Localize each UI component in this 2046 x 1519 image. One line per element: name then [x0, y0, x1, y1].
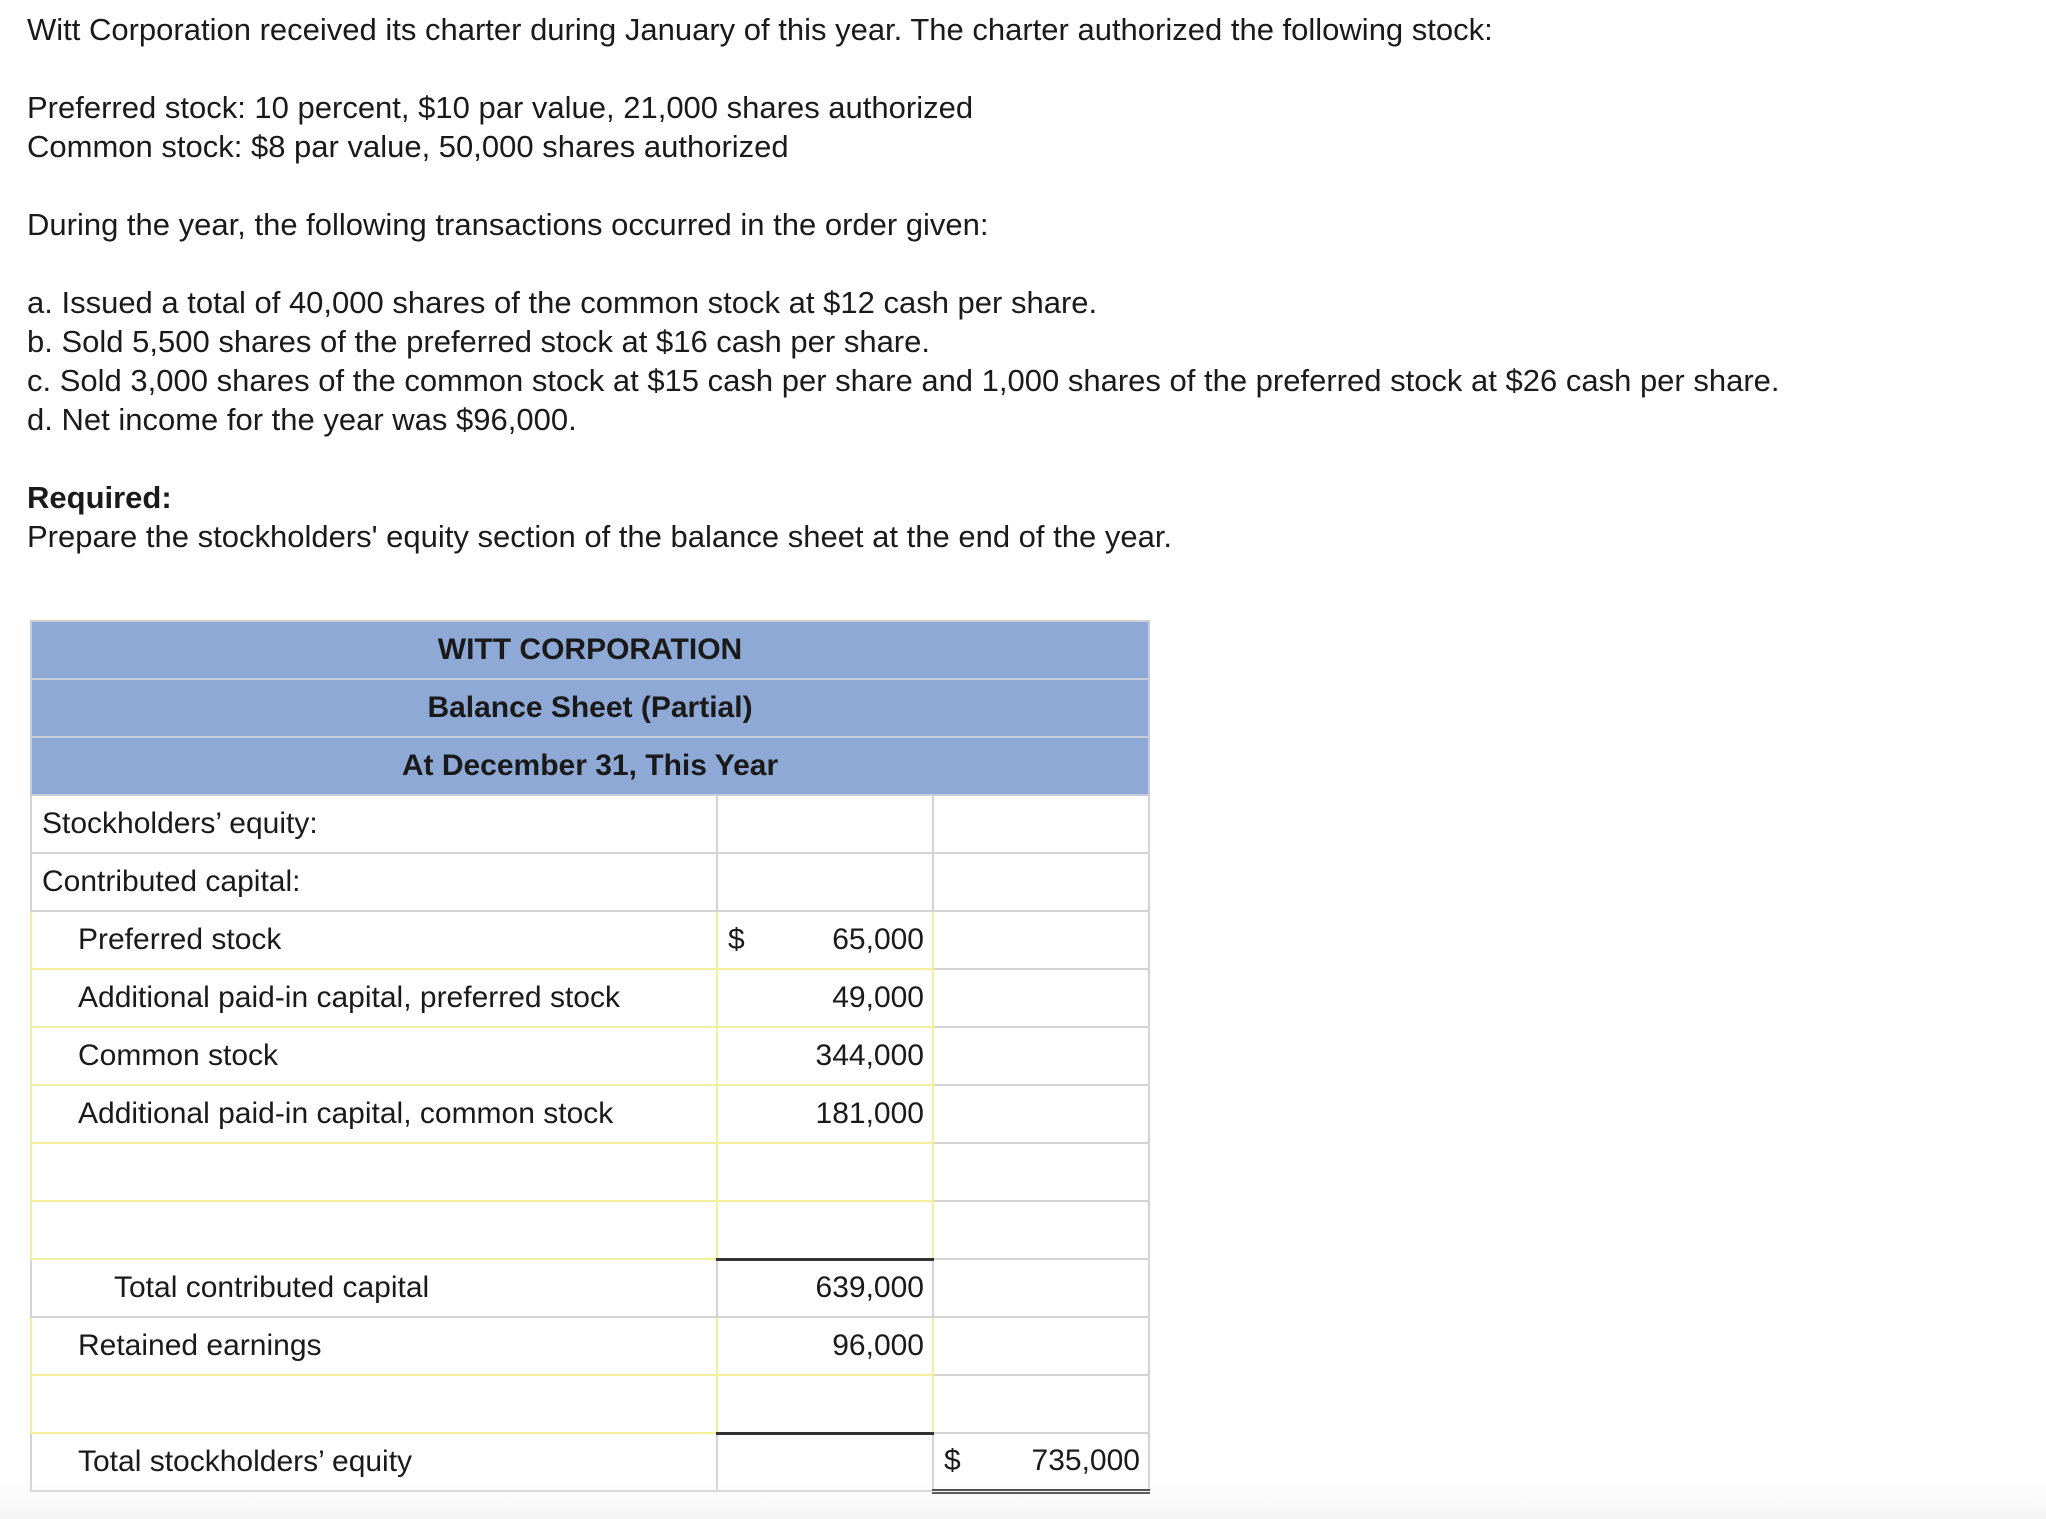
amount-input[interactable] — [717, 911, 933, 969]
during-text: During the year, the following transactions occurred in the order given: — [27, 207, 989, 242]
table-row — [31, 1143, 1149, 1201]
amount-value: 65,000 — [832, 923, 924, 956]
table-row — [31, 1201, 1149, 1259]
empty-cell — [933, 1259, 1149, 1317]
amount-value: 49,000 — [832, 981, 924, 1014]
empty-cell — [933, 795, 1149, 853]
empty-cell — [933, 1027, 1149, 1085]
table-row — [31, 1085, 1149, 1143]
empty-cell — [933, 1375, 1149, 1433]
balance-sheet-table — [30, 620, 1150, 1494]
amount-input[interactable] — [717, 1143, 933, 1201]
row-label-input[interactable]: Common stock — [31, 1027, 717, 1085]
row-label-input[interactable] — [31, 1201, 717, 1259]
transaction-d: d. Net income for the year was $96,000. — [27, 402, 577, 437]
preferred-stock-text: Preferred stock: 10 percent, $10 par value, 21,000 shares authorized — [27, 90, 974, 125]
row-label-input[interactable] — [31, 1375, 717, 1433]
table-row — [31, 1375, 1149, 1433]
amount-value: 639,000 — [815, 1271, 924, 1305]
amount-value: 181,000 — [815, 1097, 924, 1130]
table-row — [31, 1259, 1149, 1317]
empty-cell — [933, 1085, 1149, 1143]
header-row-company — [31, 621, 1149, 679]
table-row — [31, 911, 1149, 969]
empty-cell — [933, 853, 1149, 911]
amount-input[interactable] — [717, 1085, 933, 1143]
amount-input[interactable] — [717, 1201, 933, 1259]
empty-cell — [717, 795, 933, 853]
header-row-date — [31, 737, 1149, 795]
amount-value: 735,000 — [1031, 1444, 1140, 1478]
amount-value: 344,000 — [815, 1039, 924, 1072]
row-label-input[interactable] — [31, 1143, 717, 1201]
row-label-input[interactable]: Additional paid-in capital, common stock — [31, 1085, 717, 1143]
row-label-input[interactable]: Additional paid-in capital, preferred stock — [31, 969, 717, 1027]
section-label: Stockholders’ equity: — [31, 795, 717, 853]
dollar-sign: $ — [944, 1444, 961, 1478]
row-label-input[interactable]: Preferred stock — [31, 911, 717, 969]
retained-earnings-label[interactable]: Retained earnings — [31, 1317, 717, 1375]
subsection-label: Contributed capital: — [31, 853, 717, 911]
transaction-c: c. Sold 3,000 shares of the common stock at $15 cash per share and 1,000 shares of the preferred stock at $26 cash per share. — [27, 363, 1780, 398]
table-row — [31, 795, 1149, 853]
empty-cell — [717, 1433, 933, 1491]
table-row — [31, 1433, 1149, 1491]
amount-input[interactable] — [717, 1375, 933, 1433]
statement-title: Balance Sheet (Partial) — [31, 679, 1149, 737]
empty-cell — [717, 853, 933, 911]
total-equity-label: Total stockholders’ equity — [31, 1433, 717, 1491]
amount-input[interactable] — [717, 1027, 933, 1085]
total-equity-amount — [933, 1433, 1149, 1491]
total-contributed-label: Total contributed capital — [31, 1259, 717, 1317]
required-heading: Required: — [27, 480, 172, 515]
transaction-b: b. Sold 5,500 shares of the preferred stock at $16 cash per share. — [27, 324, 930, 359]
table-row — [31, 853, 1149, 911]
transaction-a: a. Issued a total of 40,000 shares of the common stock at $12 cash per share. — [27, 285, 1098, 320]
dollar-sign: $ — [728, 923, 745, 956]
empty-cell — [933, 1317, 1149, 1375]
company-name: WITT CORPORATION — [31, 621, 1149, 679]
amount-value: 96,000 — [832, 1329, 924, 1362]
statement-date: At December 31, This Year — [31, 737, 1149, 795]
empty-cell — [933, 969, 1149, 1027]
common-stock-text: Common stock: $8 par value, 50,000 shares authorized — [27, 129, 789, 164]
intro-text: Witt Corporation received its charter during January of this year. The charter authorized the following stock: — [27, 12, 1493, 47]
empty-cell — [933, 1143, 1149, 1201]
retained-earnings-input[interactable] — [717, 1317, 933, 1375]
total-contributed-amount — [717, 1259, 933, 1317]
required-text: Prepare the stockholders' equity section of the balance sheet at the end of the year. — [27, 519, 1173, 554]
table-row — [31, 1027, 1149, 1085]
empty-cell — [933, 911, 1149, 969]
table-row — [31, 969, 1149, 1027]
amount-input[interactable] — [717, 969, 933, 1027]
header-row-title — [31, 679, 1149, 737]
table-row — [31, 1317, 1149, 1375]
empty-cell — [933, 1201, 1149, 1259]
